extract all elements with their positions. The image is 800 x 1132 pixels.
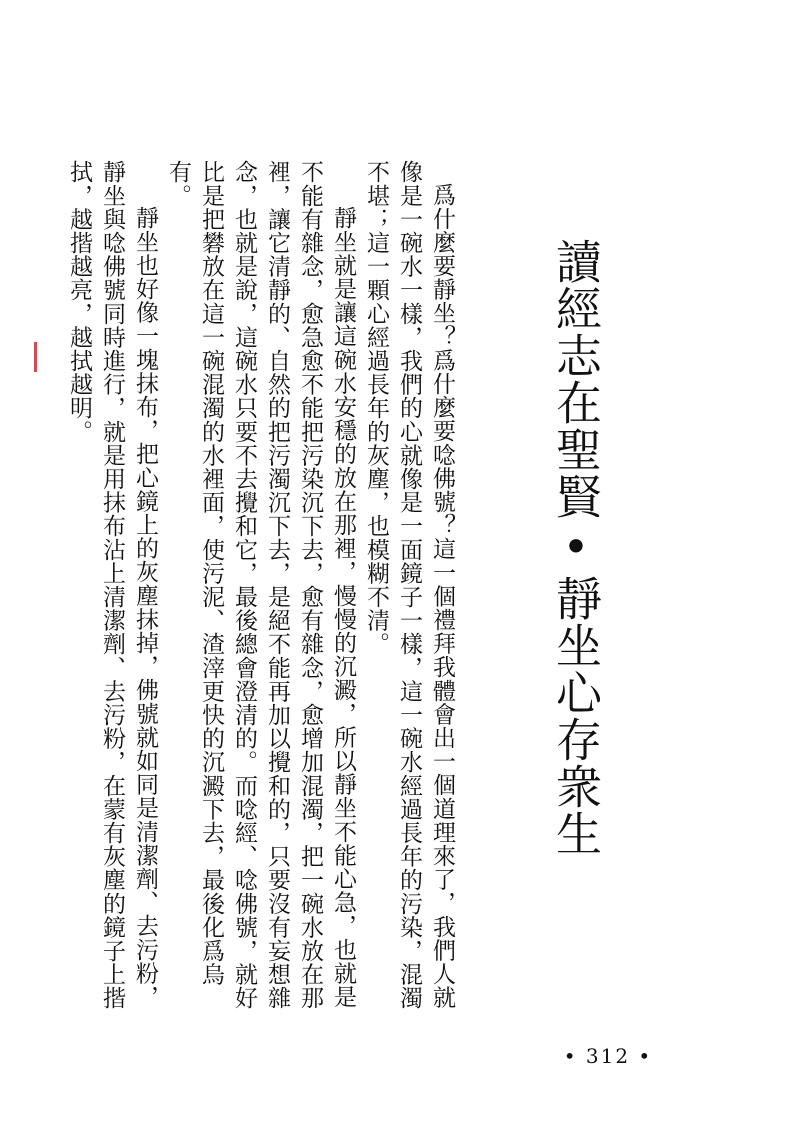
paragraph-2: 靜坐就是讓這碗水安穩的放在那裡，慢慢的沉澱，所以靜坐不能心急，也就是不能有雜念，愈急愈不能把污染沉下去，愈有雜念，愈增加混濁，把一碗水放在那裡，讓它清靜的、自然的把污濁沉下去，是絕不能再加以攪和的，只要沒有妄想雜念，也就是說，這碗水只要不去攪和它，最後總會澄清的。而唸經、唸佛號，就好比是把礬放在這一碗混濁的水裡面，使污泥、渣滓更快的沉澱下去，最後化爲烏有。 (165, 160, 356, 1010)
margin-mark (34, 342, 37, 372)
body-text (66, 160, 458, 1030)
paragraph-1: 爲什麼要靜坐？爲什麼要唸佛號？這一個禮拜我體會出一個道理來了，我們人就像是一碗水一樣，我們的心就像是一面鏡子一樣，這一碗水經過長年的污染，混濁不堪；這一顆心經過長年的灰塵，也模糊不清。 (363, 160, 455, 1010)
chapter-title: 讀經志在聖賢•靜坐心存衆生 (549, 238, 603, 857)
page-number: • 312 • (563, 1044, 653, 1068)
paragraph-3: 靜坐也好像一塊抹布，把心鏡上的灰塵抹掉，佛號就如同是清潔劑、去污粉，靜坐與唸佛號同時進行，就是用抹布沾上清潔劑、去污粉，在蒙有灰塵的鏡子上揩拭，越揩越亮，越拭越明。 (66, 160, 158, 1010)
